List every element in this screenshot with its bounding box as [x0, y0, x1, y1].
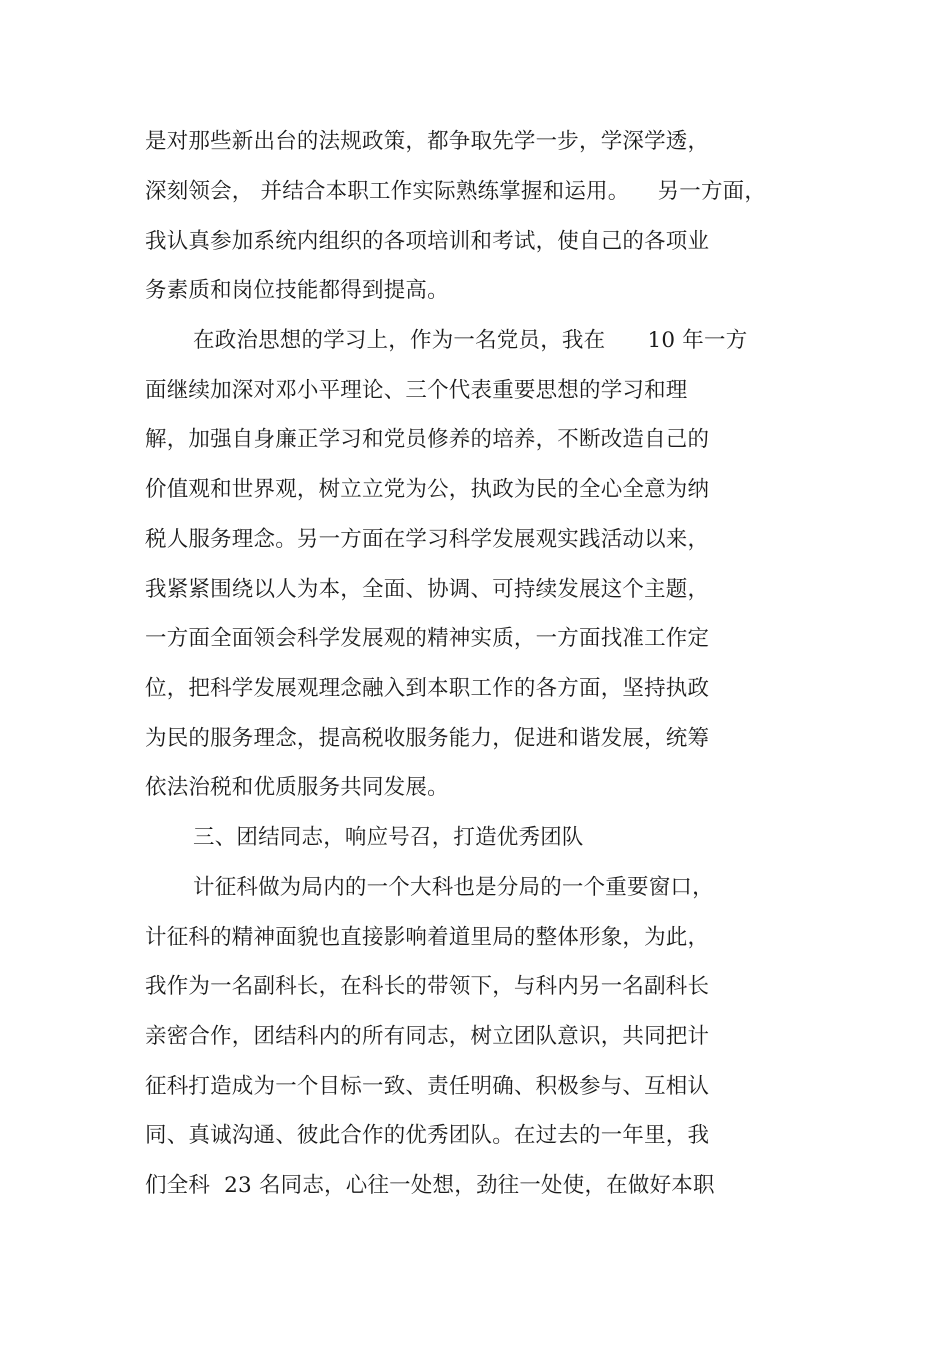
text-line: 们全科 23 名同志，心往一处想，劲往一处使，在做好本职: [145, 1173, 715, 1198]
text-line: 深刻领会， 并结合本职工作实际熟练掌握和运用。 另一方面，: [145, 179, 767, 204]
paragraph-first-line: 计征科做为局内的一个大科也是分局的一个重要窗口，: [193, 875, 714, 900]
text-line: 计征科的精神面貌也直接影响着道里局的整体形象，为此，: [145, 925, 710, 950]
text-line: 位，把科学发展观理念融入到本职工作的各方面，坚持执政: [145, 676, 710, 701]
paragraph-first-line: 在政治思想的学习上，作为一名党员，我在 10 年一方: [193, 328, 748, 353]
text-line: 务素质和岗位技能都得到提高。: [145, 278, 449, 303]
text-line: 价值观和世界观，树立立党为公，执政为民的全心全意为纳: [145, 477, 710, 502]
text-line: 面继续加深对邓小平理论、三个代表重要思想的学习和理: [145, 378, 688, 403]
text-line: 我认真参加系统内组织的各项培训和考试，使自己的各项业: [145, 229, 710, 254]
text-line: 一方面全面领会科学发展观的精神实质，一方面找准工作定: [145, 626, 710, 651]
text-line: 解，加强自身廉正学习和党员修养的培养，不断改造自己的: [145, 427, 710, 452]
text-line: 我紧紧围绕以人为本，全面、协调、可持续发展这个主题，: [145, 577, 710, 602]
text-line: 我作为一名副科长，在科长的带领下，与科内另一名副科长: [145, 974, 710, 999]
text-line: 税人服务理念。另一方面在学习科学发展观实践活动以来，: [145, 527, 710, 552]
section-heading: 三、团结同志，响应号召，打造优秀团队: [193, 825, 584, 850]
text-line: 同、真诚沟通、彼此合作的优秀团队。在过去的一年里，我: [145, 1123, 710, 1148]
text-line: 为民的服务理念，提高税收服务能力，促进和谐发展，统筹: [145, 726, 710, 751]
text-line: 征科打造成为一个目标一致、责任明确、积极参与、互相认: [145, 1074, 710, 1099]
text-line: 依法治税和优质服务共同发展。: [145, 775, 449, 800]
text-line: 是对那些新出台的法规政策，都争取先学一步，学深学透，: [145, 129, 710, 154]
text-line: 亲密合作，团结科内的所有同志，树立团队意识，共同把计: [145, 1024, 710, 1049]
